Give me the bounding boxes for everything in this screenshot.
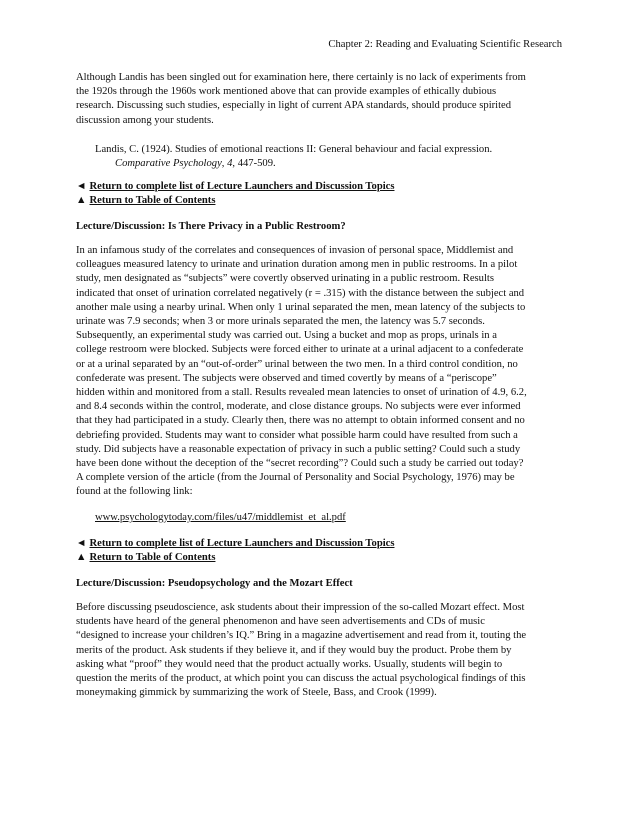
text-line: another male using a nearby urinal. When only 1 urinal separated the men, mean latency of the subjects to	[76, 301, 526, 313]
mozart-paragraph	[76, 601, 562, 700]
text-line: merits of the product. Ask students if they believe it, and if they would buy the product. Probe them by	[76, 644, 512, 656]
text-line: In an infamous study of the correlates and consequences of invasion of personal space, Middlemist and	[76, 245, 514, 256]
return-to-lecture-launchers-link[interactable]: ◄ Return to complete list of Lecture Launchers and Discussion Topics	[76, 537, 562, 551]
reference-line: Landis, C. (1924). Studies of emotional reactions II: General behaviour and facial expression.	[95, 144, 493, 155]
text-line: have been done without the deception of the “secret recording”? Could such a study be carried out today?	[76, 458, 524, 470]
text-line: moneymaking gimmick by summarizing the work of Steele, Bass, and Crook (1999).	[76, 687, 437, 699]
text-line: debriefing provided. Students may want to consider what possible harm could have resulted from such a	[76, 429, 518, 441]
text-line: hidden within and monitored from a stall. Results revealed mean latencies to onset of urination of 4.9, 6.2,	[76, 387, 527, 399]
running-header: Chapter 2: Reading and Evaluating Scientific Research	[328, 39, 562, 50]
text-line: indicated that onset of urination correlated negatively (r = .315) with the distance between the subject and	[76, 287, 525, 299]
text-line: that they had participated in a study. Clearly then, there was no attempt to obtain informed consent and no	[76, 415, 525, 427]
text-line: or at a urinal separated by an “out-of-order” urinal between the two men. In a third control condition, no	[76, 358, 518, 370]
section-heading-mozart: Lecture/Discussion: Pseudopsychology and the Mozart Effect	[76, 578, 353, 589]
journal-pages: , 447-509.	[232, 158, 276, 170]
text-line: Before discussing pseudoscience, ask students about their impression of the so-called Mozart effect. Most	[76, 602, 525, 613]
text-line: “designed to increase your children’s IQ.” Bring in a magazine advertisement and read from it, touting the	[76, 630, 527, 642]
intro-paragraph	[76, 71, 562, 128]
text-line: study, men designated as “subjects” were covertly observed urinating in a public restroom. Results	[76, 273, 494, 285]
journal-volume: 4	[227, 158, 233, 170]
text-line: Although Landis has been singled out for examination here, there certainly is no lack of experiments from	[76, 72, 526, 83]
text-line: study. Did subjects have a reasonable expectation of privacy in such a public setting? Could such a study	[76, 443, 521, 455]
text-line: urinate was 7.9 seconds; when 3 or more urinals separated the men, the latency was 5.7 seconds.	[76, 316, 485, 328]
text-line: asking what “proof” they would need that the product actually works. Usually, students will begin to	[76, 658, 503, 670]
text-line: discussion among your students.	[76, 114, 214, 126]
text-line: colleagues measured latency to urinate and urination duration among men in public restrooms. In a pilot	[76, 259, 518, 271]
text-line: question the merits of the product, at which point you can discuss the actual psychological findings of this	[76, 673, 526, 685]
middlemist-article-link[interactable]: www.psychologytoday.com/files/u47/middlemist_et_al.pdf	[95, 512, 346, 523]
text-line: A complete version of the article (from the Journal of Personality and Social Psychology, 1976) may be	[76, 472, 515, 484]
return-to-table-of-contents-link[interactable]: ▲ Return to Table of Contents	[76, 194, 562, 208]
nav-links-2	[76, 537, 562, 565]
return-to-table-of-contents-link[interactable]: ▲ Return to Table of Contents	[76, 551, 562, 565]
journal-title: Comparative Psychology	[115, 158, 222, 170]
text-line: confederate was present. The subjects were observed and timed covertly by means of a “periscope”	[76, 372, 497, 384]
text-line: Subsequently, an experimental study was carried out. Using a bucket and mop as props, urinals in a	[76, 330, 497, 342]
left-arrow-icon: ◄	[76, 181, 87, 192]
text-line: the 1920s through the 1960s work mentioned above that can provide examples of ethically dubious	[76, 86, 497, 98]
up-arrow-icon: ▲	[76, 195, 87, 207]
nav-links-1	[76, 180, 562, 208]
privacy-paragraph	[76, 244, 562, 500]
up-arrow-icon: ▲	[76, 552, 87, 564]
landis-reference	[95, 143, 565, 171]
text-line: college restroom were blocked. Subjects were forced either to urinate at a urinal adjacent to a confederate	[76, 344, 524, 356]
section-heading-privacy: Lecture/Discussion: Is There Privacy in a Public Restroom?	[76, 221, 346, 232]
return-to-lecture-launchers-link[interactable]: ◄ Return to complete list of Lecture Launchers and Discussion Topics	[76, 180, 562, 194]
text-line: research. Discussing such studies, especially in light of current APA standards, should produce spirited	[76, 100, 512, 112]
text-line: students have heard of the general phenomenon and have seen advertisements and CDs of music	[76, 616, 485, 628]
reference-source: Comparative Psychology, 4, 447-509.	[115, 158, 276, 170]
text-line: found at the following link:	[76, 486, 193, 498]
left-arrow-icon: ◄	[76, 538, 87, 549]
text-line: and 8.4 seconds within the control, moderate, and close distance groups. No subjects were ever informed	[76, 401, 521, 413]
